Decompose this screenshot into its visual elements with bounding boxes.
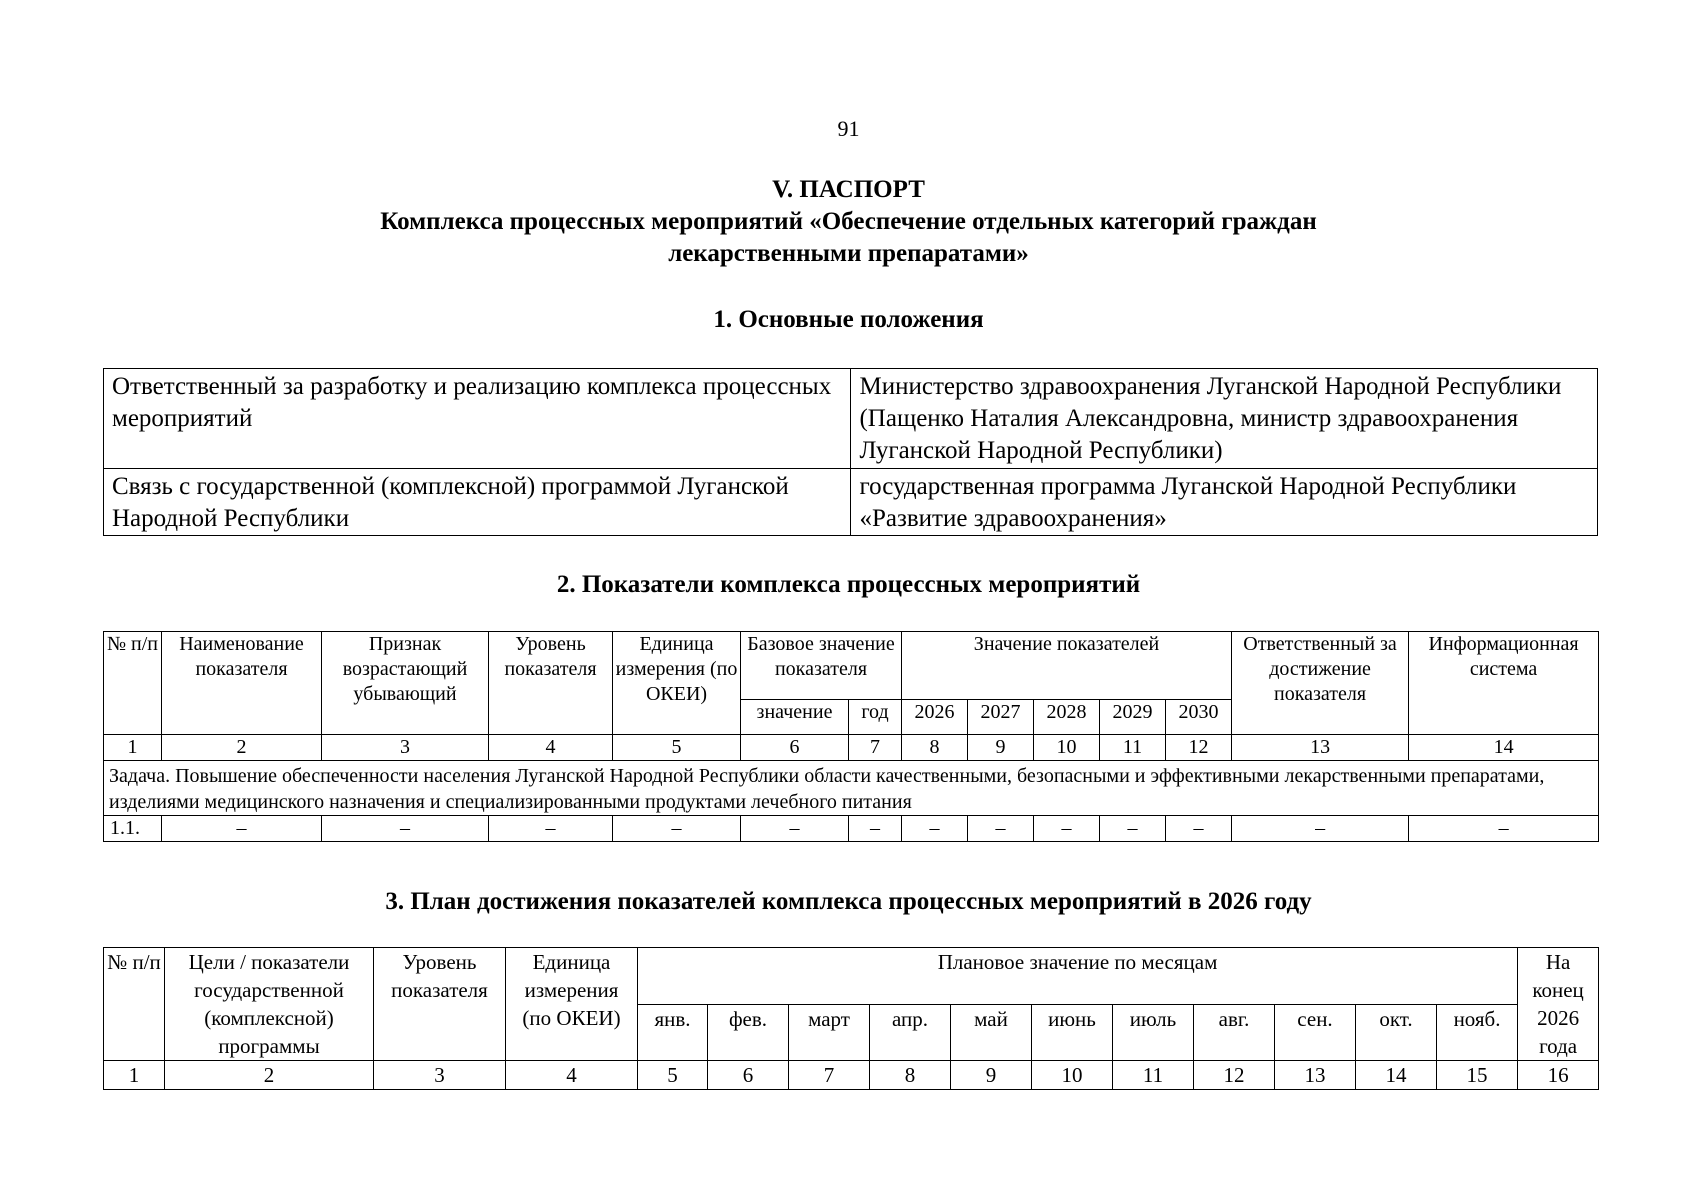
table-cell: – — [489, 816, 613, 842]
column-number: 1 — [104, 1061, 165, 1090]
column-number: 8 — [902, 735, 968, 761]
table-cell: Связь с государственной (комплексной) программой Луганской Народной Республики — [104, 469, 851, 536]
column-number: 11 — [1100, 735, 1166, 761]
section-title: V. ПАСПОРТ — [772, 176, 925, 203]
header-year: 2027 — [968, 700, 1034, 735]
achievement-plan-table — [103, 947, 1599, 1090]
header-base-value-year: год — [849, 700, 902, 735]
header-month: май — [951, 1004, 1032, 1061]
table-row — [104, 469, 1598, 536]
column-number: 15 — [1437, 1061, 1518, 1090]
table-cell: – — [1034, 816, 1100, 842]
table-row — [104, 816, 1599, 842]
table-cell: – — [322, 816, 489, 842]
header-month: март — [789, 1004, 870, 1061]
header-year: 2029 — [1100, 700, 1166, 735]
column-number: 12 — [1166, 735, 1232, 761]
header-year: 2028 — [1034, 700, 1100, 735]
header-month: нояб. — [1437, 1004, 1518, 1061]
column-number: 7 — [789, 1061, 870, 1090]
header-base-value: Базовое значение показателя — [741, 632, 902, 700]
column-number: 5 — [638, 1061, 708, 1090]
column-number: 13 — [1232, 735, 1409, 761]
column-number: 9 — [951, 1061, 1032, 1090]
header-month: июль — [1113, 1004, 1194, 1061]
header-base-value-value: значение — [741, 700, 849, 735]
header-number: № п/п — [104, 632, 162, 735]
column-number: 5 — [613, 735, 741, 761]
column-number: 13 — [1275, 1061, 1356, 1090]
table-cell: – — [902, 816, 968, 842]
table-cell: Ответственный за разработку и реализацию комплекса процессных мероприятий — [104, 369, 851, 469]
header-decreasing-sign: Признак возрастающий убывающий — [322, 632, 489, 735]
heading-achievement-plan: 3. План достижения показателей комплекса процессных мероприятий в 2026 году — [385, 888, 1312, 915]
basic-provisions-table — [103, 368, 1598, 536]
header-unit: Единица измерения (по ОКЕИ) — [613, 632, 741, 735]
header-unit: Единица измерения (по ОКЕИ) — [506, 948, 638, 1061]
table-cell: – — [1409, 816, 1599, 842]
column-number: 11 — [1113, 1061, 1194, 1090]
header-indicator-level: Уровень показателя — [489, 632, 613, 735]
column-number: 14 — [1356, 1061, 1437, 1090]
table-row — [104, 369, 1598, 469]
header-month: янв. — [638, 1004, 708, 1061]
header-indicator-name: Наименование показателя — [162, 632, 322, 735]
table-cell: – — [1232, 816, 1409, 842]
table-header-row — [104, 632, 1599, 700]
table-cell: Министерство здравоохранения Луганской Народной Республики (Пащенко Наталия Александровна, министр здравоохранения Луганской Народной Республики) — [851, 369, 1598, 469]
table-cell: – — [613, 816, 741, 842]
header-info-system: Информационная система — [1409, 632, 1599, 735]
column-number: 6 — [741, 735, 849, 761]
column-number-row — [104, 1061, 1599, 1090]
table-cell: – — [968, 816, 1034, 842]
table-header-row — [104, 948, 1599, 1005]
header-end-of-year: На конец 2026 года — [1518, 948, 1599, 1061]
header-month: окт. — [1356, 1004, 1437, 1061]
column-number: 9 — [968, 735, 1034, 761]
table-cell: государственная программа Луганской Народной Республики «Развитие здравоохранения» — [851, 469, 1598, 536]
section-subtitle-line-1: Комплекса процессных мероприятий «Обеспечение отдельных категорий граждан — [380, 208, 1317, 235]
table-cell: – — [1166, 816, 1232, 842]
task-text: Задача. Повышение обеспеченности населения Луганской Народной Республики области качественными, безопасными и эффективными лекарственными препаратами, изделиями медицинского назначения и специализированными продуктами лечебного питания — [104, 761, 1599, 816]
heading-basic-provisions: 1. Основные положения — [713, 306, 984, 333]
column-number: 4 — [506, 1061, 638, 1090]
column-number: 16 — [1518, 1061, 1599, 1090]
column-number: 6 — [708, 1061, 789, 1090]
header-number: № п/п — [104, 948, 165, 1061]
table-cell: – — [162, 816, 322, 842]
column-number: 3 — [322, 735, 489, 761]
column-number: 12 — [1194, 1061, 1275, 1090]
page-number: 91 — [837, 116, 860, 141]
indicators-table — [103, 631, 1599, 842]
table-cell: – — [849, 816, 902, 842]
section-subtitle-line-2: лекарственными препаратами» — [668, 240, 1029, 267]
table-cell: – — [741, 816, 849, 842]
table-cell: 1.1. — [104, 816, 162, 842]
header-month: июнь — [1032, 1004, 1113, 1061]
header-month: авг. — [1194, 1004, 1275, 1061]
header-responsible: Ответственный за достижение показателя — [1232, 632, 1409, 735]
header-year: 2026 — [902, 700, 968, 735]
column-number: 10 — [1034, 735, 1100, 761]
column-number-row — [104, 735, 1599, 761]
header-indicator-values: Значение показателей — [902, 632, 1232, 700]
column-number: 3 — [374, 1061, 506, 1090]
column-number: 7 — [849, 735, 902, 761]
heading-indicators: 2. Показатели комплекса процессных мероприятий — [556, 571, 1141, 598]
header-month: фев. — [708, 1004, 789, 1061]
table-cell: – — [1100, 816, 1166, 842]
header-month: апр. — [870, 1004, 951, 1061]
header-goals: Цели / показатели государственной (комплексной) программы — [165, 948, 374, 1061]
header-planned-monthly: Плановое значение по месяцам — [638, 948, 1518, 1005]
column-number: 14 — [1409, 735, 1599, 761]
column-number: 10 — [1032, 1061, 1113, 1090]
column-number: 2 — [165, 1061, 374, 1090]
column-number: 2 — [162, 735, 322, 761]
header-indicator-level: Уровень показателя — [374, 948, 506, 1061]
header-year: 2030 — [1166, 700, 1232, 735]
task-row — [104, 761, 1599, 816]
column-number: 8 — [870, 1061, 951, 1090]
column-number: 4 — [489, 735, 613, 761]
header-month: сен. — [1275, 1004, 1356, 1061]
column-number: 1 — [104, 735, 162, 761]
